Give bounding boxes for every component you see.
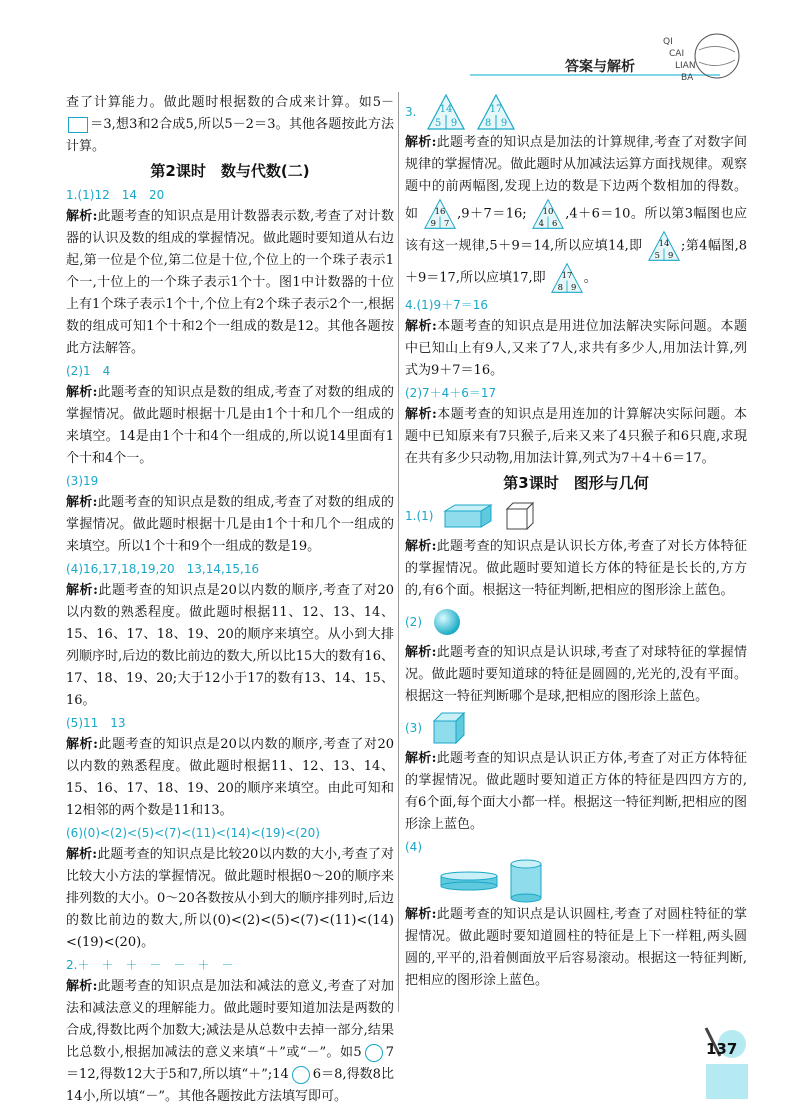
answer-1-1: 1.(1)12 14 20: [66, 188, 165, 202]
globe-logo-icon: [655, 22, 745, 92]
svg-text:QI: QI: [663, 37, 673, 47]
explanation-1-3: 解析:此题考查的知识点是数的组成,考查了对数的组成的掌握情况。做此题时根据十几是由1个十和几个一组成的来填空。所以1个十和9个一组成的数是19。: [66, 495, 394, 554]
explanation-1-6: 解析:此题考查的知识点是比较20以内数的大小,考查了对比较大小方法的掌握情况。做此题时根据0～20的顺序来排列数的大小。0～20各数按从小到大的顺序排列时,后边的数比前边的数大,所以(0)<(2)<(5)<(7)<(11)<(14)<(19)<(20)。: [66, 847, 394, 950]
number-triangle: [476, 93, 516, 131]
g1-1-shapes: 1.(1): [405, 496, 747, 536]
g1-4-shapes: [405, 858, 747, 904]
triangle-left: 8: [485, 118, 492, 129]
answer-1-4: (4)16,17,18,19,20 13,14,15,16: [66, 562, 260, 576]
explanation-g1-2: 解析:此题考查的知识点是认识球,考查了对球特征的掌握情况。做此题时要知道球的特征是圆圆的,光光的,没有平面。根据这一特征判断哪个是球,把相应的图形涂上蓝色。: [405, 645, 747, 704]
svg-text:14: 14: [658, 238, 670, 248]
triangle-left: 5: [435, 118, 442, 129]
g1-3-shapes: (3): [405, 708, 747, 748]
number-triangle: [550, 262, 584, 294]
cube-icon: [432, 711, 466, 745]
flat-cylinder-icon: [439, 870, 499, 892]
explanation-g1-1: 解析:此题考查的知识点是认识长方体,考查了对长方体特征的掌握情况。做此题时要知道长方体的特征是长长的,方方的,有6个面。根据这一特征判断,把相应的图形涂上蓝色。: [405, 539, 747, 598]
answer-4-2: (2)7＋4＋6＝17: [405, 386, 497, 400]
explanation-g1-3: 解析:此题考查的知识点是认识正方体,考查了对正方体特征的掌握情况。做此题时要知道正方体的特征是四四方方的,有6个面,每个面大小都一样。根据这一特征判断,把相应的图形涂上蓝色。: [405, 751, 747, 832]
answer-1-6: (6)(0)<(2)<(5)<(7)<(11)<(14)<(19)<(20): [66, 826, 320, 840]
number-triangle: [423, 198, 457, 230]
page-header: [0, 0, 800, 90]
page-number: 137: [706, 1040, 738, 1058]
blank-circle: [365, 1044, 383, 1062]
explanation-4-1: 解析:本题考查的知识点是用进位加法解决实际问题。本题中已知山上有9人,又来了7人,求共有多少人,用加法计算,列式为9＋7＝16。: [405, 319, 747, 378]
right-column: [405, 92, 747, 992]
triangle-top: 17: [490, 104, 503, 115]
answer-4-1: 4.(1)9＋7＝16: [405, 298, 488, 312]
number-triangle: [426, 93, 466, 131]
svg-text:17: 17: [561, 270, 573, 280]
section-title: 第2课时 数与代数(二): [150, 162, 310, 180]
header-title: 答案与解析: [565, 59, 635, 75]
number-triangle: [647, 230, 681, 262]
svg-text:5: 5: [654, 249, 660, 260]
triangle-right: 9: [501, 118, 508, 129]
cube-icon: [505, 501, 535, 531]
blank-circle: [292, 1066, 310, 1084]
svg-text:9: 9: [668, 249, 674, 260]
svg-text:16: 16: [434, 206, 446, 216]
cuboid-icon: [443, 503, 495, 529]
number-triangle: [531, 198, 565, 230]
left-column: [66, 92, 394, 1108]
intro-paragraph: 查了计算能力。做此题时根据数的合成来计算。如5－＝3,想3和2合成5,所以5－2＝3。其他各题按此方法计算。: [66, 95, 394, 154]
svg-text:LIAN: LIAN: [675, 61, 696, 71]
svg-text:9: 9: [430, 217, 437, 228]
cylinder-icon: [509, 859, 543, 903]
triangle-top: 14: [440, 104, 453, 115]
explanation-1-2: 解析:此题考查的知识点是数的组成,考查了对数的组成的掌握情况。做此题时根据十几是由1个十和几个一组成的来填空。14是由1个十和4个一组成的,所以说14里面有1个十和4个一。: [66, 385, 394, 466]
q3-triangles: 3. 14 5 9 17 8 9: [405, 92, 747, 132]
answer-1-3: (3)19: [66, 474, 99, 488]
explanation-4-2: 解析:本题考查的知识点是用连加的计算解决实际问题。本题中已知原来有7只猴子,后来又来了4只猴子和6只鹿,求現在共有多少只动物,用加法计算,列式为7＋4＋6＝17。: [405, 407, 747, 466]
svg-text:4: 4: [538, 217, 545, 228]
answer-1-5: (5)11 13: [66, 716, 126, 730]
answer-g1-4: (4): [405, 840, 422, 854]
explanation-g1-4: 解析:此题考查的知识点是认识圆柱,考查了对圆柱特征的掌握情况。做此题时要知道圆柱的特征是上下一样粗,两头圆圆的,平平的,沿着侧面放平后容易滚动。根据这一特征判断,把相应的图形涂上蓝色。: [405, 907, 747, 988]
blank-box: [68, 117, 88, 133]
svg-text:CAI: CAI: [669, 49, 685, 59]
explanation-1-4: 解析:此题考查的知识点是20以内数的顺序,考查了对20以内数的熟悉程度。做此题时根据11、12、13、14、15、16、17、18、19、20的顺序来填空。从小到大排列顺序时,后边的数比前边的数大,所以比15大的数有16、17、18、19、20;大于12小于17的数有13、14、15、16。: [66, 583, 394, 708]
section-title: 第3课时 图形与几何: [503, 474, 649, 492]
svg-text:9: 9: [570, 281, 577, 292]
svg-text:8: 8: [557, 281, 563, 292]
svg-text:7: 7: [444, 217, 450, 228]
answer-2: 2.＋ ＋ ＋ － － ＋ －: [66, 958, 234, 972]
column-divider: [398, 92, 399, 1012]
explanation-2: 解析:此题考查的知识点是加法和减法的意义,考查了对加法和减法意义的理解能力。做此题时要知道加法是两数的合成,得数比两个加数大;减法是从总数中去掉一部分,结果比总数小,根据加减法的意义来填“＋”或“－”。如5 7＝12,得数12大于5和7,所以填“＋”;14 6＝8,得数8比14小,所以填“－”。其他各题按此方法填写即可。: [66, 979, 394, 1104]
sphere-icon: [432, 607, 462, 637]
answer-1-2: (2)1 4: [66, 364, 111, 378]
svg-text:6: 6: [552, 217, 558, 228]
page-tab: [706, 1064, 748, 1099]
explanation-1-1: 解析:此题考查的知识点是用计数器表示数,考查了对计数器的认识及数的组成的掌握情况。做此题时要知道从右边起,第一位是个位,第二位是十位,个位上的一个珠子表示1个一,十位上的一个珠子表示1个十。图1中计数器的十位上有1个珠子表示1个十,个位上有2个珠子表示2个一,根据数的组成可知1个十和2个一组成的数是12。其他各题按此方法解答。: [66, 209, 394, 356]
svg-text:10: 10: [542, 206, 554, 216]
g1-2-shapes: (2): [405, 602, 747, 642]
explanation-1-5: 解析:此题考查的知识点是20以内数的顺序,考查了对20以内数的熟悉程度。做此题时根据11、12、13、14、15、16、17、18、19、20的顺序来填空。由此可知和12相邻的两个数是11和13。: [66, 737, 394, 818]
svg-text:BA: BA: [681, 73, 694, 83]
explanation-3: 解析:此题考查的知识点是加法的计算规律,考查了对数字间规律的掌握情况。做此题时从加减法运算方面找规律。观察题中的前两幅图,发现上边的数是下边两个数相加的得数。如 16 9 7 ,9＋7＝16; 10 4 6 ,4＋6＝10。所以第3幅图也应该有这一规律,5＋9＝14,所以应填14,即 14 5 9 ;第4幅图,8＋9＝17,所以应填17,即 17 8 9 。: [405, 132, 747, 294]
triangle-right: 9: [451, 118, 458, 129]
